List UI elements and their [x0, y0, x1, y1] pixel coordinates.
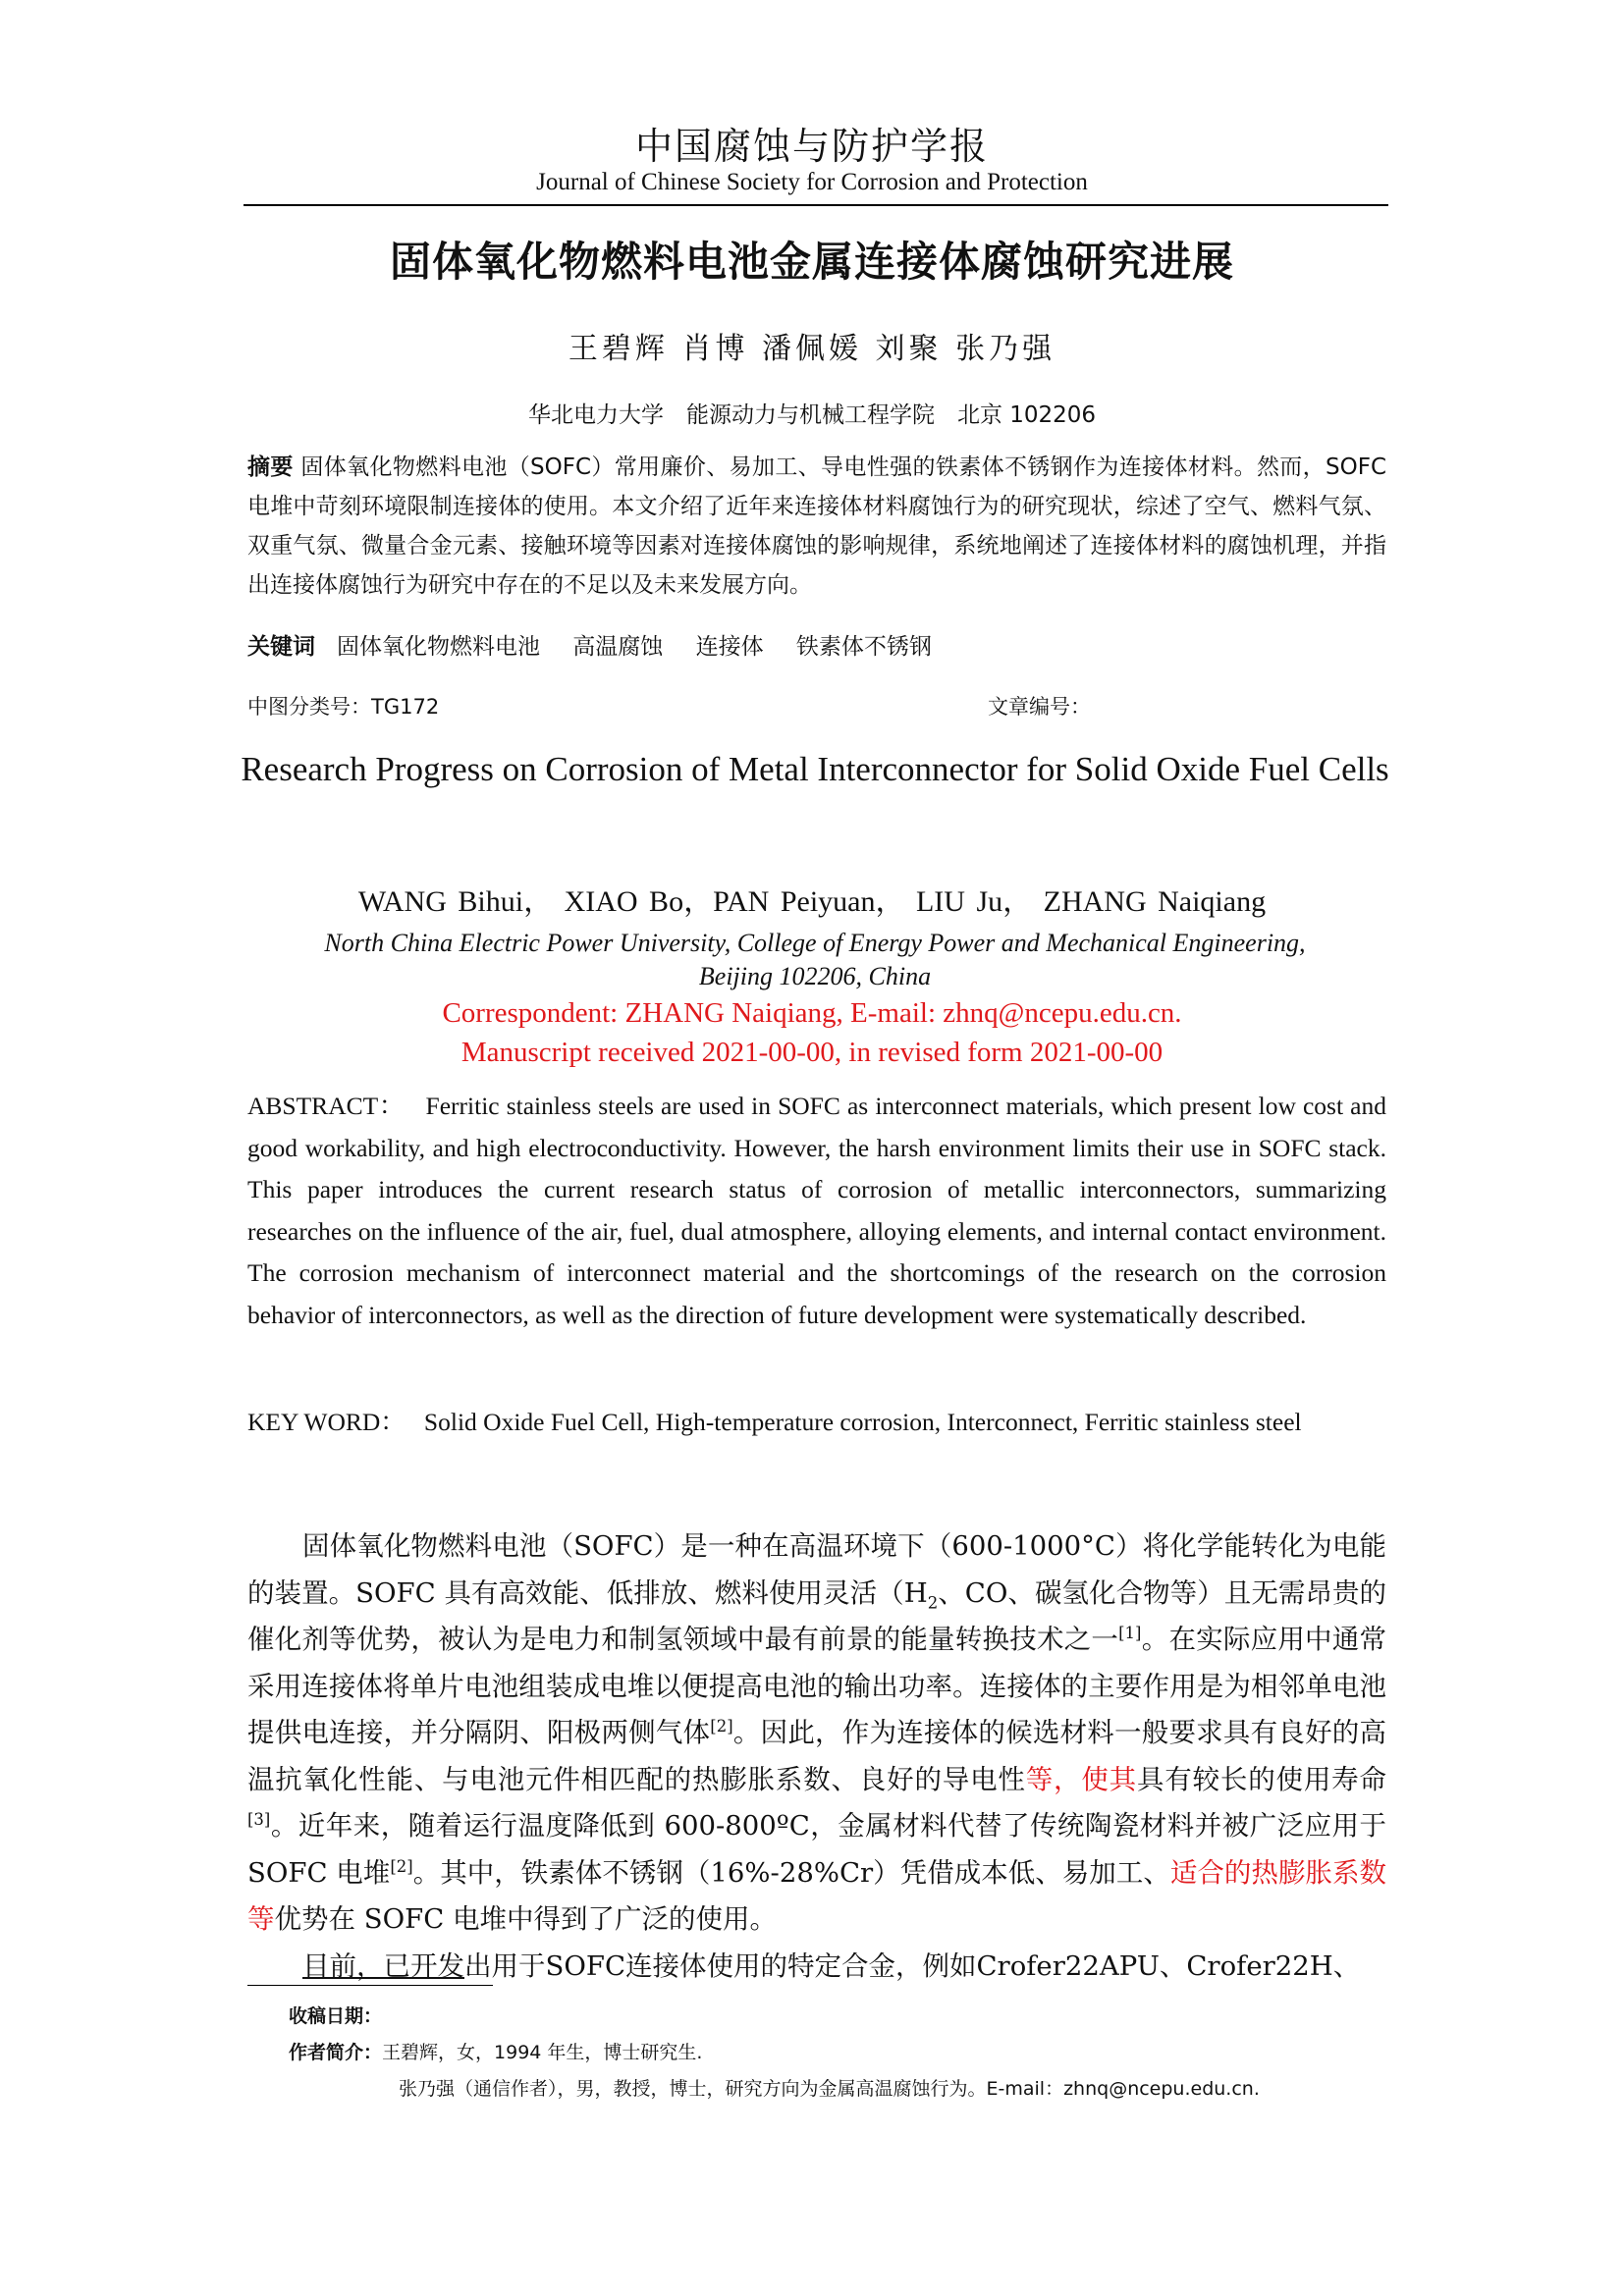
keywords-en	[247, 1400, 1386, 1444]
classification-number: 中图分类号：TG172	[247, 695, 440, 719]
header-rule	[244, 204, 1388, 206]
abstract-cn-text: 固体氧化物燃料电池（SOFC）常用廉价、易加工、导电性强的铁素体不锈钢作为连接体材料。然而，SOFC电堆中苛刻环境限制连接体的使用。本文介绍了近年来连接体材料腐蚀行为的研究现状，综述了空气、燃料气氛、双重气氛、微量合金元素、接触环境等因素对连接体腐蚀的影响规律，系统地阐述了连接体材料的腐蚀机理，并指出连接体腐蚀行为研究中存在的不足以及未来发展方向。	[247, 454, 1387, 598]
author-bio	[289, 2035, 1388, 2071]
abstract-en	[247, 1086, 1386, 1336]
highlighted-text: 适合的热膨胀系数等	[247, 1856, 1387, 1935]
text-run: 。其中，铁素体不锈钢（16%-28%Cr）凭借成本低、易加工、	[412, 1856, 1170, 1889]
keyword-cn-item: 高温腐蚀	[572, 634, 664, 660]
manuscript-dates: Manuscript received 2021-00-00, in revised form 2021-00-00	[460, 1037, 1164, 1068]
body-paragraph	[247, 1523, 1386, 1944]
authors-en: WANG Bihui， XIAO Bo，PAN Peiyuan， LIU Ju， ZHANG Naiqiang	[357, 885, 1267, 918]
footnote-rule	[247, 1985, 493, 1986]
keywords-cn	[247, 628, 1386, 661]
keywords-cn-label: 关键词	[247, 634, 315, 660]
author-bio-text: 王碧辉，女，1994 年生，博士研究生.	[382, 2042, 703, 2063]
keywords-en-label: KEY WORD：	[247, 1408, 406, 1436]
author-bio-label: 作者简介：	[289, 2042, 383, 2063]
keywords-en-text: Solid Oxide Fuel Cell, High-temperature corrosion, Interconnect, Ferritic stainless steel	[423, 1408, 1302, 1436]
citation[interactable]: [3]	[247, 1809, 271, 1829]
citation[interactable]: [2]	[390, 1856, 413, 1876]
text-run: 优势在 SOFC 电堆中得到了广泛的使用。	[274, 1903, 777, 1935]
abstract-cn-label: 摘要	[247, 454, 294, 480]
abstract-en-label: ABSTRACT：	[247, 1092, 406, 1120]
text-run: 。因此，作为连接体的候选材料一般要求具有良好的高温抗氧化性能、与电池元件相匹配的热膨胀系数、良好的导电性	[247, 1717, 1387, 1795]
journal-title-en: Journal of Chinese Society for Corrosion and Protection	[536, 169, 1088, 195]
affiliation-cn: 华北电力大学 能源动力与机械工程学院 北京 102206	[527, 402, 1097, 428]
text-run: 。近年来，随着运行温度降低到 600-800ºC，金属材料代替了传统陶瓷材料并被广泛应用于 SOFC 电堆	[247, 1810, 1386, 1889]
keyword-cn-item: 固体氧化物燃料电池	[336, 634, 540, 660]
text-run: 。在实际应用中通常采用连接体将单片电池组装成电堆以便提高电池的输出功率。连接体的主要作用是为相邻单电池提供电连接，并分隔阴、阳极两侧气体	[247, 1624, 1387, 1748]
article-number: 文章编号：	[988, 695, 1091, 719]
text-run: 固体氧化物燃料电池（SOFC）是一种在高温环境下（600-1000°C）将化学能转化为电能的装置。SOFC 具有高效能、低排放、燃料使用灵活（H	[247, 1530, 1386, 1609]
affiliation-en: North China Electric Power University, College of Energy Power and Mechanical Engineering, Beijing 102206, China	[324, 929, 1306, 990]
citation[interactable]: [2]	[710, 1716, 733, 1735]
corresponding-author-bio: 张乃强（通信作者），男，教授，博士，研究方向为金属高温腐蚀行为。E-mail：zhnq@ncepu.edu.cn.	[399, 2078, 1260, 2100]
highlighted-text: 等，使其	[1025, 1763, 1137, 1795]
text-run: 、CO、碳氢化合物等）且无需昂贵的催化剂等优势，被认为是电力和制氢领域中最有前景的能量转换技术之一	[247, 1576, 1386, 1655]
text-run: 出用于SOFC连接体使用的特定合金，例如Crofer22APU、Crofer22H、	[464, 1949, 1361, 1982]
subscript: 2	[927, 1593, 939, 1612]
paper-title-en: Research Progress on Corrosion of Metal Interconnector for Solid Oxide Fuel Cells	[241, 750, 1389, 788]
correspondent-line: Correspondent: ZHANG Naiqiang, E-mail: zhnq@ncepu.edu.cn.	[442, 997, 1182, 1029]
paper-title-cn: 固体氧化物燃料电池金属连接体腐蚀研究进展	[389, 238, 1234, 286]
keyword-cn-item: 铁素体不锈钢	[795, 634, 932, 660]
journal-title-cn: 中国腐蚀与防护学报	[634, 125, 989, 168]
citation[interactable]: [1]	[1118, 1623, 1142, 1642]
body-text	[247, 1523, 1386, 1990]
text-run: 具有较长的使用寿命	[1137, 1763, 1386, 1795]
received-date: 收稿日期：	[289, 2005, 383, 2027]
abstract-cn	[247, 448, 1386, 605]
body-paragraph	[247, 1944, 1386, 1991]
authors-cn: 王碧辉 肖博 潘佩媛 刘聚 张乃强	[568, 332, 1056, 366]
underlined-text: 目前，已开发	[302, 1949, 464, 1982]
abstract-en-text: Ferritic stainless steels are used in SOFC as interconnect materials, which present low cost and good workability, and high electroconductivity. However, the harsh environment limits their use in SOFC stack. This paper introduces the current research status of corrosion of metallic interconnectors, summarizing researches on the influence of the air, fuel, dual atmosphere, alloying elements, and internal contact environment. The corrosion mechanism of interconnect material and the shortcomings of the research on the corrosion behavior of interconnectors, as well as the direction of future development were systematically described.	[247, 1092, 1386, 1329]
footnotes	[289, 1999, 1388, 2108]
keyword-cn-item: 连接体	[695, 634, 764, 660]
